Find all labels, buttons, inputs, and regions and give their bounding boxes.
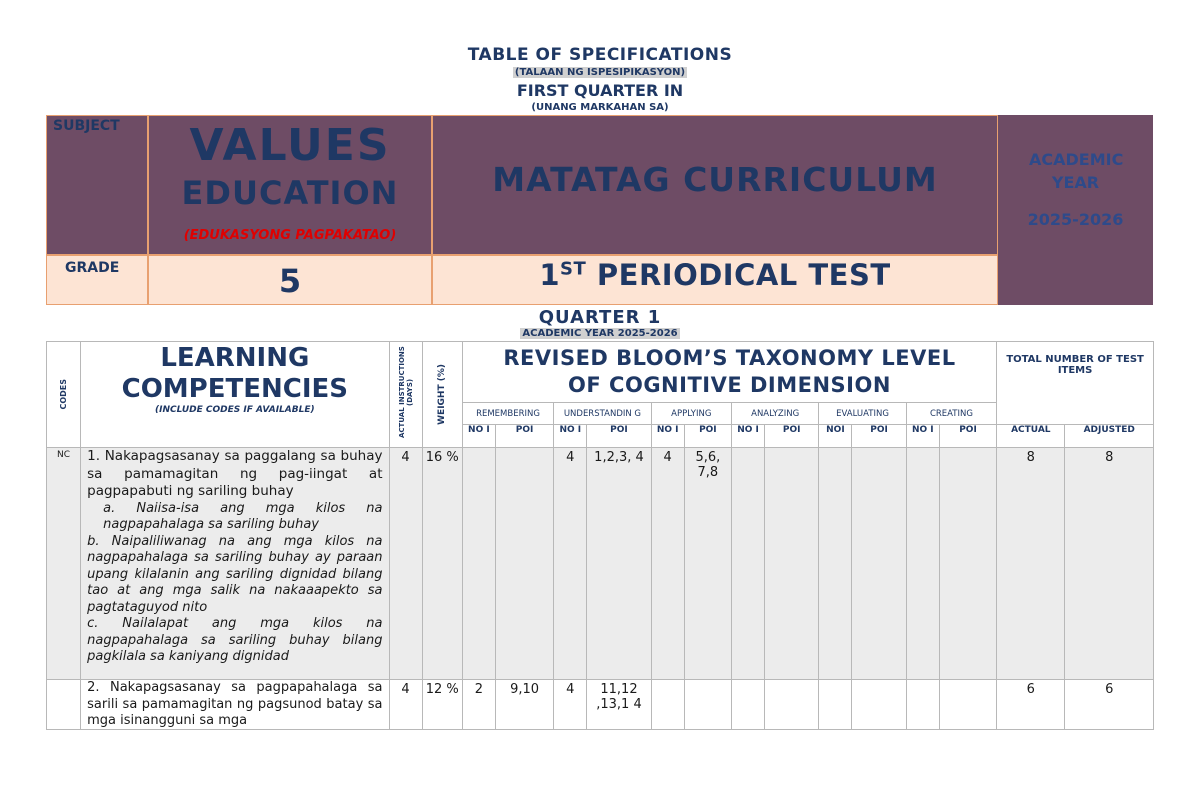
competencies-header-cell	[81, 342, 389, 448]
competency-sub-b: b. Naipaliliwanag na ang mga kilos na nagpapahalaga sa sariling buhay ay paraan upang kilalanin ang sariling dignidad bilang tao at ang mga salik na nakaaapekto sa pagtataguyod nito	[87, 533, 383, 615]
level-applying: APPLYING	[651, 403, 731, 425]
poi-header: POI	[765, 425, 819, 448]
analyzing-poi	[765, 680, 819, 730]
analyzing-poi	[765, 448, 819, 680]
weight-value: 12 %	[422, 680, 462, 730]
document-subtitle-translation: (UNANG MARKAHAN SA)	[531, 102, 669, 113]
applying-poi	[684, 680, 731, 730]
competency-sub-a: a. Naiisa-isa ang mga kilos na nagpapahalaga sa sariling buhay	[103, 500, 383, 532]
creating-noi	[906, 448, 939, 680]
adjusted-items: 6	[1065, 680, 1154, 730]
subject-name-cell	[148, 115, 432, 255]
row-code: NC	[47, 448, 81, 680]
subject-header-block	[46, 115, 1153, 305]
creating-poi	[939, 680, 996, 730]
subject-label: SUBJECT	[53, 118, 120, 134]
noi-header: NO I	[651, 425, 684, 448]
applying-poi: 5,6, 7,8	[684, 448, 731, 680]
remembering-noi: 2	[462, 680, 495, 730]
competencies-header-line1: LEARNING	[160, 343, 310, 373]
understanding-noi: 4	[554, 448, 587, 680]
poi-header: POI	[684, 425, 731, 448]
bloom-header-cell	[462, 342, 996, 403]
level-remembering: REMEMBERING	[462, 403, 553, 425]
grade-label-cell	[46, 255, 148, 305]
academic-year-label: ACADEMIC YEAR	[1029, 150, 1124, 192]
competency-sub-c: c. Nailalapat ang mga kilos na nagpapahalaga sa sariling buhay bilang pagkilala sa kaniyang dignidad	[87, 616, 383, 664]
codes-header: CODES	[58, 379, 68, 410]
days-header-cell	[389, 342, 422, 448]
table-row	[47, 448, 1154, 680]
analyzing-noi	[731, 448, 764, 680]
grade-value: 5	[278, 262, 302, 300]
noi-header: NO I	[554, 425, 587, 448]
curriculum-name: MATATAG CURRICULUM	[492, 160, 938, 199]
evaluating-poi	[852, 680, 906, 730]
document-title: TABLE OF SPECIFICATIONS	[467, 45, 733, 65]
evaluating-poi	[852, 448, 906, 680]
days-header: ACTUAL INSTRUCTIONS (DAYS)	[397, 346, 414, 438]
applying-noi: 4	[651, 448, 684, 680]
competencies-header-line2: COMPETENCIES	[121, 374, 348, 404]
applying-noi	[651, 680, 684, 730]
subject-name-line2: EDUCATION	[181, 174, 399, 212]
level-understanding: UNDERSTANDIN G	[554, 403, 651, 425]
bloom-header-line1: REVISED BLOOM’S TAXONOMY LEVEL	[503, 346, 956, 370]
academic-year-value: 2025-2026	[1027, 210, 1124, 229]
test-name-cell	[432, 255, 998, 305]
quarter-academic-year: ACADEMIC YEAR 2025-2026	[522, 328, 678, 339]
subject-name-translation: (EDUKASYONG PAGPAKATAO)	[183, 228, 397, 243]
days-value: 4	[389, 448, 422, 680]
noi-header: NO I	[462, 425, 495, 448]
test-name: 1ST PERIODICAL TEST	[539, 258, 891, 292]
row-code	[47, 680, 81, 730]
remembering-poi	[495, 448, 553, 680]
adjusted-items: 8	[1065, 448, 1154, 680]
academic-year-cell	[998, 115, 1153, 305]
noi-header: NO I	[731, 425, 764, 448]
remembering-poi: 9,10	[495, 680, 553, 730]
actual-items: 6	[997, 680, 1065, 730]
creating-noi	[906, 680, 939, 730]
adjusted-header: ADJUSTED	[1065, 425, 1154, 448]
level-evaluating: EVALUATING	[819, 403, 906, 425]
level-creating: CREATING	[906, 403, 996, 425]
codes-header-cell	[47, 342, 81, 448]
evaluating-noi	[819, 680, 852, 730]
weight-header: WEIGHT (%)	[437, 364, 448, 425]
competency-cell	[81, 448, 389, 680]
competencies-header-note: (INCLUDE CODES IF AVAILABLE)	[155, 405, 315, 415]
weight-value: 16 %	[422, 448, 462, 680]
poi-header: POI	[587, 425, 651, 448]
noi-header: NOI	[819, 425, 852, 448]
understanding-poi: 1,2,3, 4	[587, 448, 651, 680]
total-items-header: TOTAL NUMBER OF TEST ITEMS	[997, 342, 1154, 425]
actual-items: 8	[997, 448, 1065, 680]
subject-name-line1: VALUES	[189, 120, 391, 171]
grade-value-cell	[148, 255, 432, 305]
document-subtitle: FIRST QUARTER IN	[516, 81, 684, 100]
curriculum-cell	[432, 115, 998, 255]
creating-poi	[939, 448, 996, 680]
evaluating-noi	[819, 448, 852, 680]
poi-header: POI	[495, 425, 553, 448]
level-analyzing: ANALYZING	[731, 403, 818, 425]
days-value: 4	[389, 680, 422, 730]
remembering-noi	[462, 448, 495, 680]
poi-header: POI	[939, 425, 996, 448]
competency-text: 2. Nakapagsasanay sa pagpapahalaga sa sarili sa pamamagitan ng pagsunod batay sa mga isinangguni sa mga	[87, 680, 383, 728]
table-row	[47, 680, 1154, 730]
competency-cell	[81, 680, 389, 730]
document-title-translation: (TALAAN NG ISPESIPIKASYON)	[514, 67, 686, 78]
noi-header: NO I	[906, 425, 939, 448]
bloom-header-line2: OF COGNITIVE DIMENSION	[568, 373, 891, 397]
actual-header: ACTUAL	[997, 425, 1065, 448]
poi-header: POI	[852, 425, 906, 448]
subject-label-cell	[46, 115, 148, 255]
understanding-noi: 4	[554, 680, 587, 730]
understanding-poi: 11,12 ,13,1 4	[587, 680, 651, 730]
grade-label: GRADE	[65, 260, 120, 276]
specifications-table	[46, 341, 1154, 730]
quarter-label: QUARTER 1	[538, 307, 662, 328]
weight-header-cell	[422, 342, 462, 448]
competency-text: 1. Nakapagsasanay sa paggalang sa buhay sa pamamagitan ng pag-iingat at pagpapabuti ng sariling buhay	[87, 448, 383, 499]
analyzing-noi	[731, 680, 764, 730]
